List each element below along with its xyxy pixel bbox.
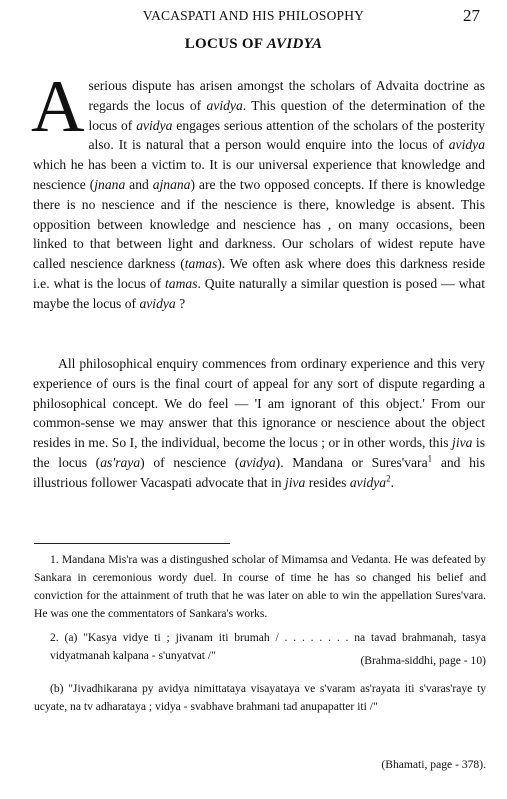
section-title xyxy=(0,36,507,53)
footnote-2b-source: (Bhamati, page - 378). xyxy=(381,758,486,771)
p2-term: avidya xyxy=(349,474,387,490)
p1-text: . Quite naturally a similar question is posed — what maybe the locus of xyxy=(33,275,485,311)
footnote-2b: (b) "Jivadhikarana py avidya nimittataya visayataya ve s'varam as'rayata iti s'varas'raye ty ucyate, na tv adharataya ; vidya - svabhave brahmani tad anupapatter iti /" xyxy=(34,682,486,713)
p1-term: ajnana xyxy=(152,176,191,192)
footnote-2a: 2. (a) "Kasya vidye ti ; jivanam iti brumah / . . . . . . . . na tavad brahmanah, tasya vidyatmanah kalpana - s'unyatvat /" xyxy=(50,631,486,662)
footnote-ref-2: 2 xyxy=(386,473,391,484)
p1-text: which he has been a victim to. It is our universal experience that knowledge and nescience ( xyxy=(33,157,485,192)
p1-term: tamas xyxy=(184,256,218,272)
paragraph-2 xyxy=(33,354,485,493)
p2-text: resides xyxy=(305,474,350,490)
p2-term: jiva xyxy=(452,435,473,451)
p1-text: and xyxy=(125,176,153,192)
p1-text: serious dispute has arisen amongst the scholars of Advaita doctrine as regards the locus of xyxy=(88,78,485,113)
p2-text: is the locus ( xyxy=(33,435,485,470)
p2-term: avidya xyxy=(239,454,276,470)
p1-text: . This question of the determination of the locus of xyxy=(88,97,485,133)
p1-text: ? xyxy=(175,295,186,311)
p1-term: avidya xyxy=(136,117,173,133)
footnote-2a-source: (Brahma-siddhi, page - 10) xyxy=(360,654,486,667)
footnote-rule xyxy=(34,543,230,544)
p1-term: tamas xyxy=(165,275,198,291)
footnote-ref-1: 1 xyxy=(427,453,433,464)
paragraph-1 xyxy=(31,66,485,314)
footnote-1: 1. Mandana Mis'ra was a distingushed scholar of Mimamsa and Vedanta. He was defeated by Sankara in ceremonious wordy duel. In course of time he has so changed his belief and conviction for the attainment of truth that he was later on able to win the appellation Sures'vara. He was one the commentators of Sankara's works. xyxy=(34,553,486,620)
p2-term: jiva xyxy=(284,474,306,490)
p2-text: All philosophical enquiry commences from ordinary experience and this very experience of ours is the final court of appeal for any sort of dispute regarding a philosophical concept. We do feel — 'I am ignorant of this object.' From our common-sense we may answer that this ignorance or nescience about the object resides in me. So I, the individual, become the locus ; or in other words, this xyxy=(33,356,485,451)
p1-term: jnana xyxy=(94,176,126,192)
p1-text: ) are the two opposed concepts. If there is knowledge there is no nescience and if the nescience is there, knowledge is absent. This opposition between knowledge and nescience has , on many occasions, been linked to that between light and darkness. Our scholars of widest repute have called nescience darkness ( xyxy=(33,176,485,272)
page-number: 27 xyxy=(463,6,480,25)
p1-term: avidya xyxy=(206,97,243,113)
section-title-prefix: LOCUS OF xyxy=(184,36,267,52)
p2-text: and his illustrious follower Vacaspati advocate that in xyxy=(33,454,485,490)
p1-text: engages serious attention of the scholars of the posterity also. It is natural that a person would enquire into the locus of xyxy=(88,117,485,153)
running-head xyxy=(0,6,507,26)
p1-term: avidya xyxy=(448,137,485,153)
p1-text: ). We often ask where does this darkness reside i.e. what is the locus of xyxy=(33,256,485,291)
drop-cap: A xyxy=(31,66,85,148)
p2-text: ). Mandana or Sures'vara xyxy=(275,454,428,470)
p2-text: ) of nescience ( xyxy=(140,454,240,470)
p1-term: avidya xyxy=(139,295,176,311)
p2-term: as'raya xyxy=(100,454,141,470)
running-title: VACASPATI AND HIS PHILOSOPHY xyxy=(142,8,365,23)
section-title-italic: AVIDYA xyxy=(266,36,323,52)
p2-text: . xyxy=(390,474,395,490)
